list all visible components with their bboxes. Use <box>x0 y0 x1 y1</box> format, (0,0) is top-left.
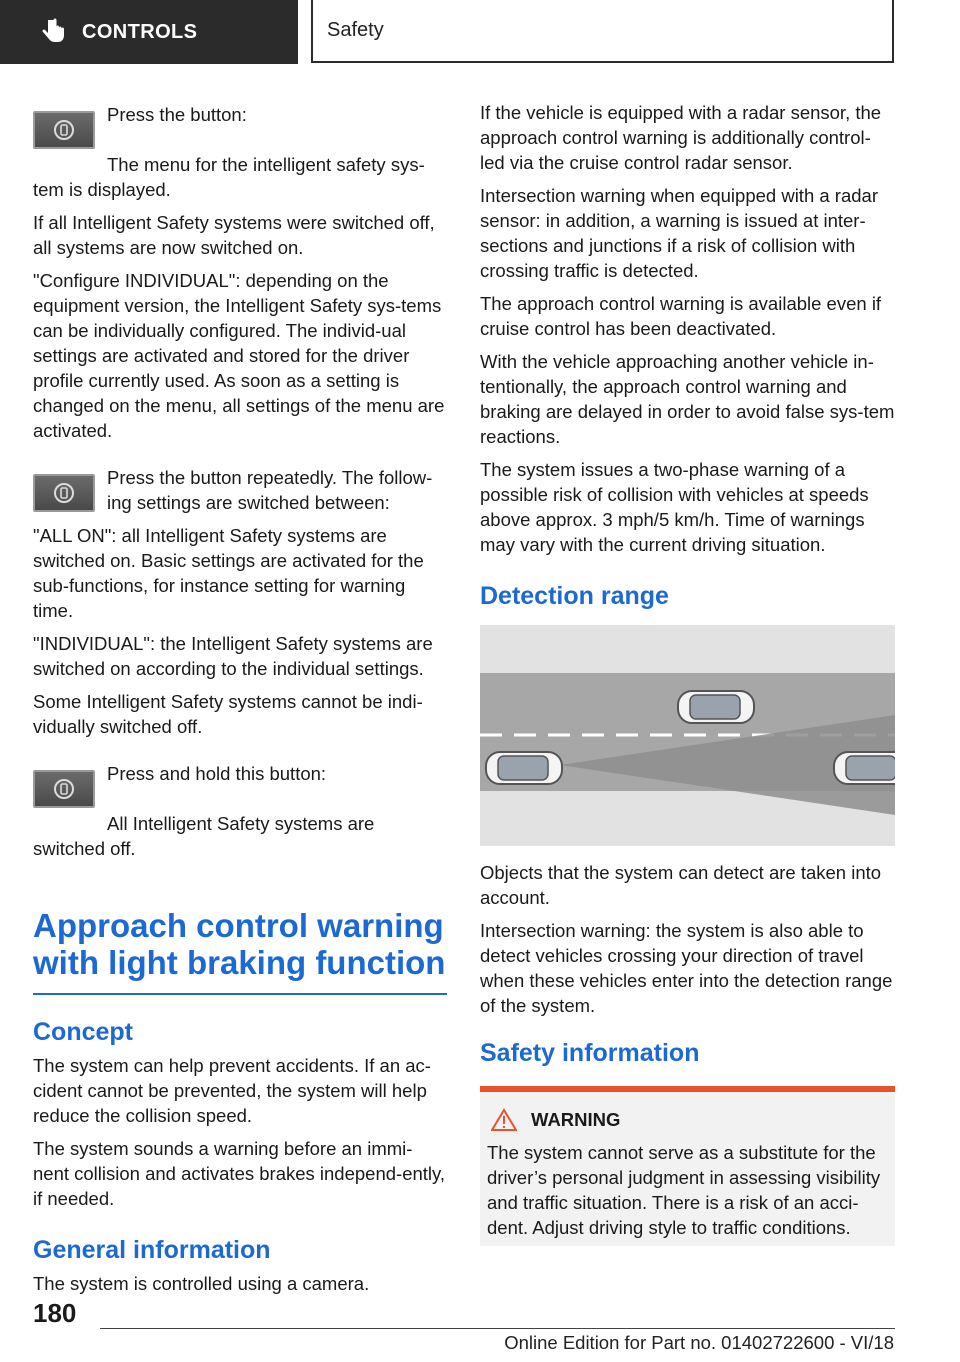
para-all-on: "ALL ON": all Intelligent Safety systems are switched on. Basic settings are activated for the sub-functions, for instance setting for warning time. <box>33 525 424 621</box>
detection-range-figure <box>480 625 895 846</box>
warning-text: The system cannot serve as a substitute for the driver’s personal judgment in assessing visibility and traffic situation. There is a risk of an acci-dent. Adjust driving style to traffic conditions. <box>487 1142 881 1238</box>
para-some: Some Intelligent Safety systems cannot be indi-vidually switched off. <box>33 691 423 737</box>
para-configure: "Configure INDIVIDUAL": depending on the equipment version, the Intelligent Safety sys-tems can be individually configured. The individ-ual settings are activated and stored for the driver profile currently used. As soon as a setting is changed on the menu, all settings of the menu are activated. <box>33 270 445 441</box>
para-objects: Objects that the system can detect are taken into account. <box>480 862 882 908</box>
safety-button-image <box>33 770 95 808</box>
own-vehicle <box>486 752 562 784</box>
detection-range-heading: Detection range <box>480 582 669 610</box>
safety-button-icon <box>52 481 76 505</box>
main-heading: Approach control warning with light braking function <box>33 907 447 995</box>
button3-line2: All Intelligent Safety systems are switched off. <box>33 813 375 859</box>
safety-button-icon <box>52 118 76 142</box>
para-general: The system is controlled using a camera. <box>33 1273 370 1294</box>
button3-line1: Press and hold this button: <box>107 763 327 784</box>
vehicle-ahead-same-lane <box>834 752 895 784</box>
para-two-phase: The system issues a two-phase warning of a possible risk of collision with vehicles at speeds above approx. 3 mph/5 km/h. Time of warnings may vary with the current driving situation. <box>480 459 869 555</box>
header-tab <box>0 0 298 64</box>
warning-title <box>491 1108 888 1132</box>
para-radar: If the vehicle is equipped with a radar sensor, the approach control warning is additionally control-led via the cruise control radar sensor. <box>480 102 882 173</box>
button1-line1: Press the button: <box>107 104 247 125</box>
para-intersection: Intersection warning: the system is also able to detect vehicles crossing your direction of travel when these vehicles enter into the detection range of the system. <box>480 920 893 1016</box>
para-all-off: If all Intelligent Safety systems were switched off, all systems are now switched on. <box>33 212 435 258</box>
para-individual: "INDIVIDUAL": the Intelligent Safety systems are switched on according to the individual settings. <box>33 633 433 679</box>
right-column <box>480 100 895 1246</box>
button-instruction-2 <box>33 465 447 515</box>
warning-triangle-icon <box>491 1108 517 1132</box>
para-intersection-radar: Intersection warning when equipped with a radar sensor: in addition, a warning is issued at inter-sections and junctions if a risk of collision with crossing traffic is detected. <box>480 185 878 281</box>
header-tab-label: CONTROLS <box>82 20 198 43</box>
button-instruction-3 <box>33 761 447 811</box>
safety-button-image <box>33 111 95 149</box>
safety-button-icon <box>52 777 76 801</box>
hand-pointer-icon <box>38 17 68 47</box>
general-heading: General information <box>33 1236 271 1264</box>
page-number: 180 <box>33 1298 77 1328</box>
para-intentional: With the vehicle approaching another vehicle in-tentionally, the approach control warning and braking are delayed in order to avoid false sys-tem reactions. <box>480 351 895 447</box>
para-available: The approach control warning is available even if cruise control has been deactivated. <box>480 293 882 339</box>
concept-heading: Concept <box>33 1018 133 1046</box>
safety-button-image <box>33 474 95 512</box>
para-concept-1: The system can help prevent accidents. If an ac-cident cannot be prevented, the system will help reduce the collision speed. <box>33 1055 431 1126</box>
button-instruction-1 <box>33 102 447 152</box>
button2-line1: Press the button repeatedly. The follow-ing settings are switched between: <box>107 467 433 513</box>
header-section-title: Safety <box>311 0 894 63</box>
footer-edition: Online Edition for Part no. 01402722600 - VI/18 <box>504 1332 894 1353</box>
vehicle-ahead-left-lane <box>678 691 754 723</box>
left-column <box>33 100 447 1304</box>
detection-range-illustration <box>480 625 895 846</box>
safety-information-heading: Safety information <box>480 1039 700 1067</box>
warning-box <box>480 1086 895 1246</box>
footer-divider <box>100 1328 895 1329</box>
para-concept-2: The system sounds a warning before an immi-nent collision and activates brakes independ-ently, if needed. <box>33 1138 446 1209</box>
warning-label: WARNING <box>531 1109 621 1130</box>
button1-line2: The menu for the intelligent safety sys-tem is displayed. <box>33 154 425 200</box>
